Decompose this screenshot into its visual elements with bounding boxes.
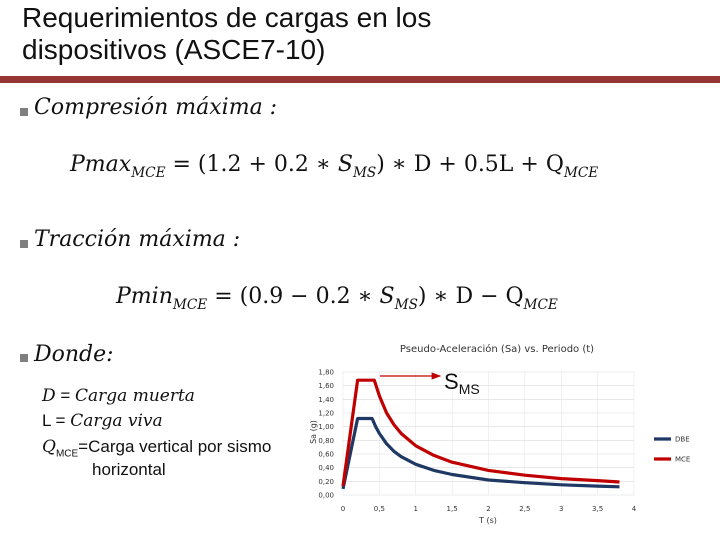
y-tick-label: 0,00 bbox=[318, 491, 334, 500]
definition-q-symbol: Q bbox=[42, 437, 56, 457]
compression-part1: = (1.2 + 0.2 ∗ bbox=[165, 152, 338, 177]
definition-l-meaning: Carga viva bbox=[70, 411, 163, 431]
compression-lhs: Pmax bbox=[70, 152, 132, 177]
chart-legend bbox=[654, 436, 690, 464]
compression-part2: ) ∗ D + 0.5L + Q bbox=[376, 152, 564, 177]
y-tick-label: 0,40 bbox=[318, 464, 334, 473]
x-tick-label: 1,5 bbox=[446, 505, 458, 513]
chart-gridlines bbox=[343, 372, 634, 495]
tension-s-sub: MS bbox=[394, 297, 418, 313]
chart-title: Pseudo-Aceleración (Sa) vs. Periodo (t) bbox=[399, 344, 595, 355]
sms-annotation-s: S bbox=[444, 369, 459, 394]
tension-part1: = (0.9 − 0.2 ∗ bbox=[207, 284, 380, 309]
tension-lhs-sub: MCE bbox=[172, 297, 208, 313]
y-tick-label: 1,60 bbox=[318, 382, 334, 391]
y-axis-label: Sa (g) bbox=[309, 420, 318, 444]
definition-q-sub: MCE bbox=[55, 448, 79, 460]
y-tick-label: 1,40 bbox=[318, 395, 334, 404]
compression-heading: Compresión máxima : bbox=[34, 95, 278, 120]
compression-s-sub: MS bbox=[352, 165, 377, 181]
y-tick-labels bbox=[318, 369, 334, 500]
x-tick-label: 3 bbox=[559, 505, 564, 513]
compression-lhs-sub: MCE bbox=[131, 165, 166, 181]
definition-q-text-2: horizontal bbox=[92, 460, 166, 479]
x-axis-label: T (s) bbox=[479, 516, 497, 525]
x-tick-label: 0,5 bbox=[373, 505, 385, 513]
definition-q-text-1: =Carga vertical por sismo bbox=[78, 437, 272, 456]
chart-series bbox=[343, 380, 620, 489]
tension-part2: ) ∗ D − Q bbox=[417, 284, 524, 309]
series-line-mce bbox=[343, 380, 620, 486]
slide-title-line-1: Requerimientos de cargas en los bbox=[22, 2, 432, 33]
legend-label-mce: MCE bbox=[675, 455, 691, 464]
x-tick-label: 2,5 bbox=[519, 505, 531, 513]
x-tick-label: 0 bbox=[340, 505, 346, 513]
slide-title-line-2: dispositivos (ASCE7-10) bbox=[22, 34, 326, 65]
compression-s: S bbox=[337, 152, 353, 177]
compression-q-sub: MCE bbox=[563, 165, 599, 181]
y-tick-label: 1,80 bbox=[318, 368, 334, 377]
x-tick-label: 4 bbox=[631, 505, 637, 513]
tension-s: S bbox=[379, 284, 395, 309]
y-tick-label: 1,00 bbox=[318, 423, 334, 432]
y-tick-label: 0,80 bbox=[318, 436, 334, 445]
y-tick-label: 0,20 bbox=[318, 477, 334, 486]
where-heading: Donde: bbox=[34, 342, 114, 367]
definition-l-symbol: L bbox=[42, 411, 51, 430]
x-tick-labels bbox=[341, 505, 637, 513]
definition-d-eq: = bbox=[55, 386, 76, 405]
tension-heading: Tracción máxima : bbox=[34, 227, 241, 252]
x-tick-label: 1 bbox=[413, 505, 418, 513]
x-tick-label: 3,5 bbox=[592, 505, 604, 513]
definition-l-eq: = bbox=[50, 411, 71, 430]
legend-label-dbe: DBE bbox=[675, 435, 690, 444]
tension-lhs: Pmin bbox=[116, 284, 173, 309]
y-tick-label: 1,20 bbox=[318, 409, 334, 418]
y-tick-label: 0,60 bbox=[318, 450, 334, 459]
sms-annotation-sub: MS bbox=[458, 381, 480, 397]
sms-annotation-label bbox=[444, 369, 480, 397]
x-tick-label: 2 bbox=[486, 505, 491, 513]
definition-d-meaning: Carga muerta bbox=[75, 386, 195, 406]
definition-d-symbol: D bbox=[42, 386, 56, 406]
tension-q-sub: MCE bbox=[523, 297, 558, 313]
